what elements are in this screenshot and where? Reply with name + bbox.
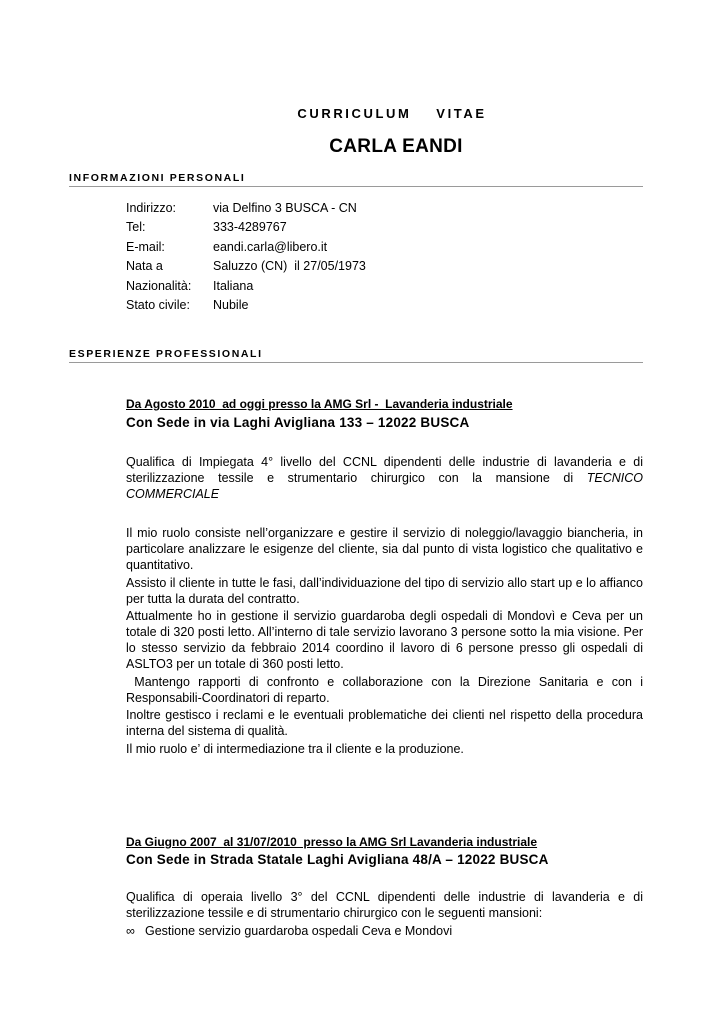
info-value: 333-4289767: [213, 220, 287, 235]
job-1-description: [126, 525, 647, 757]
info-row-phone: [126, 220, 366, 239]
qualification-role: TECNICO COMMERCIALE: [126, 471, 643, 501]
job-2-title: Da Giugno 2007 al 31/07/2010 presso la AMG Srl Lavanderia industriale: [126, 835, 538, 849]
job-1-location: Con Sede in via Laghi Avigliana 133 – 12022 BUSCA: [126, 415, 470, 430]
section-heading-experience: ESPERIENZE PROFESSIONALI: [69, 348, 643, 363]
qualification-text: Qualifica di Impiegata 4° livello del CCNL dipendenti delle industrie di lavanderia e di sterilizzazione tessile e strumentario chirurgico con la mansione di: [126, 455, 643, 485]
job-1-qualification: [126, 454, 643, 502]
description-paragraph: Assisto il cliente in tutte le fasi, dall’individuazione del tipo di servizio allo start up e lo affianco per tutta la durata del contratto.: [126, 575, 643, 606]
job-1-title: Da Agosto 2010 ad oggi presso la AMG Srl - Lavanderia industriale: [126, 397, 513, 411]
job-2-location: Con Sede in Strada Statale Laghi Avigliana 48/A – 12022 BUSCA: [126, 852, 549, 867]
info-label: Tel:: [126, 220, 146, 235]
info-label: E-mail:: [126, 239, 165, 254]
section-heading-personal: INFORMAZIONI PERSONALI: [69, 172, 643, 187]
info-row-email: [126, 240, 366, 259]
infinity-bullet-icon: ∞: [126, 924, 135, 938]
description-paragraph: Il mio ruolo consiste nell’organizzare e gestire il servizio di noleggio/lavaggio biancheria, in particolare analizzare le esigenze del cliente, sia dal punto di vista logistico che qualitativo e quantitativo.: [126, 526, 643, 572]
info-value: Saluzzo (CN) il 27/05/1973: [213, 259, 366, 274]
info-row-nationality: [126, 279, 366, 298]
info-label: Nazionalità:: [126, 278, 192, 293]
info-label: Stato civile:: [126, 297, 190, 312]
list-item: [126, 923, 643, 939]
info-label: Indirizzo:: [126, 201, 177, 215]
description-paragraph: Il mio ruolo e’ di intermediazione tra il cliente e la produzione.: [126, 741, 464, 756]
info-row-address: [126, 201, 366, 220]
info-value: Nubile: [213, 297, 249, 312]
info-row-marital-status: [126, 298, 366, 317]
description-paragraph: Inoltre gestisco i reclami e le eventuali problematiche dei clienti nel rispetto della procedura interna del sistema di qualità.: [126, 708, 643, 738]
info-value: via Delfino 3 BUSCA - CN: [213, 201, 357, 215]
job-2-qualification: [126, 889, 643, 939]
info-value: Italiana: [213, 278, 254, 293]
document-title: CURRICULUM VITAE: [297, 106, 487, 121]
candidate-name: CARLA EANDI: [329, 136, 463, 157]
qualification-text: Qualifica di operaia livello 3° del CCNL dipendenti delle industrie di lavanderia e di sterilizzazione tessile e di strumentario chirurgico con le seguenti mansioni:: [126, 890, 643, 920]
description-paragraph: Attualmente ho in gestione il servizio guardaroba degli ospedali di Mondovì e Ceva per un totale di 320 posti letto. All’interno di tale servizio lavorano 3 persone sotto la mia visione. Per lo stesso servizio da febbraio 2014 coordino il lavoro di 6 persone presso gli ospedali di ASLTO3 per un totale di 360 posti letto.: [126, 609, 643, 671]
info-value: eandi.carla@libero.it: [213, 239, 328, 254]
list-item-text: Gestione servizio guardaroba ospedali Ceva e Mondovi: [145, 924, 453, 938]
info-label: Nata a: [126, 259, 163, 274]
personal-info-list: [126, 201, 366, 317]
description-paragraph: Mantengo rapporti di confronto e collaborazione con la Direzione Sanitaria e con i Responsabili-Coordinatori di reparto.: [126, 674, 647, 705]
info-row-birth: [126, 259, 366, 278]
